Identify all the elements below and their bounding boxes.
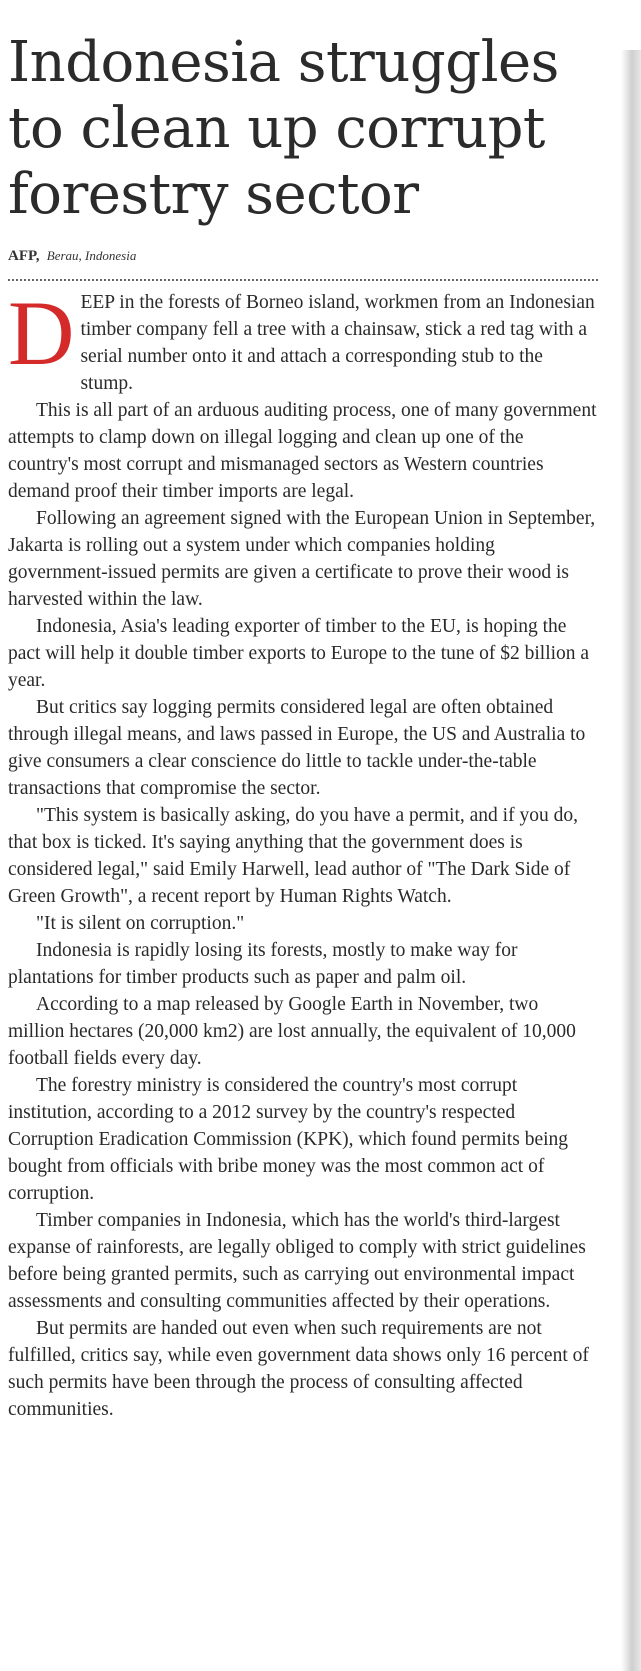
paragraph: Timber companies in Indonesia, which has the world's third-largest expanse of rainforests, are legally obliged to comply with strict guidelines before being granted permits, such as carrying out environmental impact assessments and consulting communities affected by their operations. bbox=[8, 1210, 586, 1312]
paragraph: This is all part of an arduous auditing process, one of many government attempts to clamp down on illegal logging and clean up one of the country's most corrupt and mismanaged sectors as Western countries demand proof their timber imports are legal. bbox=[8, 400, 597, 502]
headline: Indonesia struggles to clean up corrupt forestry sector bbox=[8, 30, 559, 227]
paragraph: But permits are handed out even when such requirements are not fulfilled, critics say, while even government data shows only 16 percent of such permits have been through the process of consulting affected communities. bbox=[8, 1318, 589, 1420]
paragraph-1-text: EEP in the forests of Borneo island, workmen from an Indonesian timber company fell a tree with a chainsaw, stick a red tag with a serial number onto it and attach a corresponding stub to the stump. bbox=[80, 292, 595, 394]
paragraph: According to a map released by Google Earth in November, two million hectares (20,000 km2) are lost annually, the equivalent of 10,000 football fields every day. bbox=[8, 994, 576, 1069]
article bbox=[8, 30, 598, 1423]
paragraph: Indonesia is rapidly losing its forests, mostly to make way for plantations for timber products such as paper and palm oil. bbox=[8, 940, 518, 988]
paragraph: Following an agreement signed with the European Union in September, Jakarta is rolling out a system under which companies holding government-issued permits are given a certificate to prove their wood is harvested within the law. bbox=[8, 508, 596, 610]
paragraph: The forestry ministry is considered the country's most corrupt institution, according to a 2012 survey by the country's respected Corruption Eradication Commission (KPK), which found permits being bought from officials with bribe money was the most common act of corruption. bbox=[8, 1075, 569, 1204]
paragraph: But critics say logging permits considered legal are often obtained through illegal means, and laws passed in Europe, the US and Australia to give consumers a clear conscience do little to tackle under-the-table transactions that compromise the sector. bbox=[8, 697, 586, 799]
byline-place: Berau, Indonesia bbox=[46, 248, 137, 263]
byline-agency: AFP, bbox=[8, 248, 40, 264]
drop-cap: D bbox=[8, 282, 75, 384]
paragraph: "This system is basically asking, do you have a permit, and if you do, that box is ticked. It's saying anything that the government does is considered legal," said Emily Harwell, lead author of "The Dark Side of Green Growth", a recent report by Human Rights Watch. bbox=[8, 805, 578, 907]
paragraph: Indonesia, Asia's leading exporter of timber to the EU, is hoping the pact will help it double timber exports to Europe to the tune of $2 billion a year. bbox=[8, 616, 590, 691]
byline bbox=[8, 248, 598, 265]
paragraph: "It is silent on corruption." bbox=[36, 913, 245, 934]
article-body bbox=[8, 282, 598, 1423]
paragraph-1 bbox=[8, 282, 598, 397]
page-edge-shadow bbox=[621, 50, 641, 1671]
dotted-divider bbox=[8, 279, 598, 281]
